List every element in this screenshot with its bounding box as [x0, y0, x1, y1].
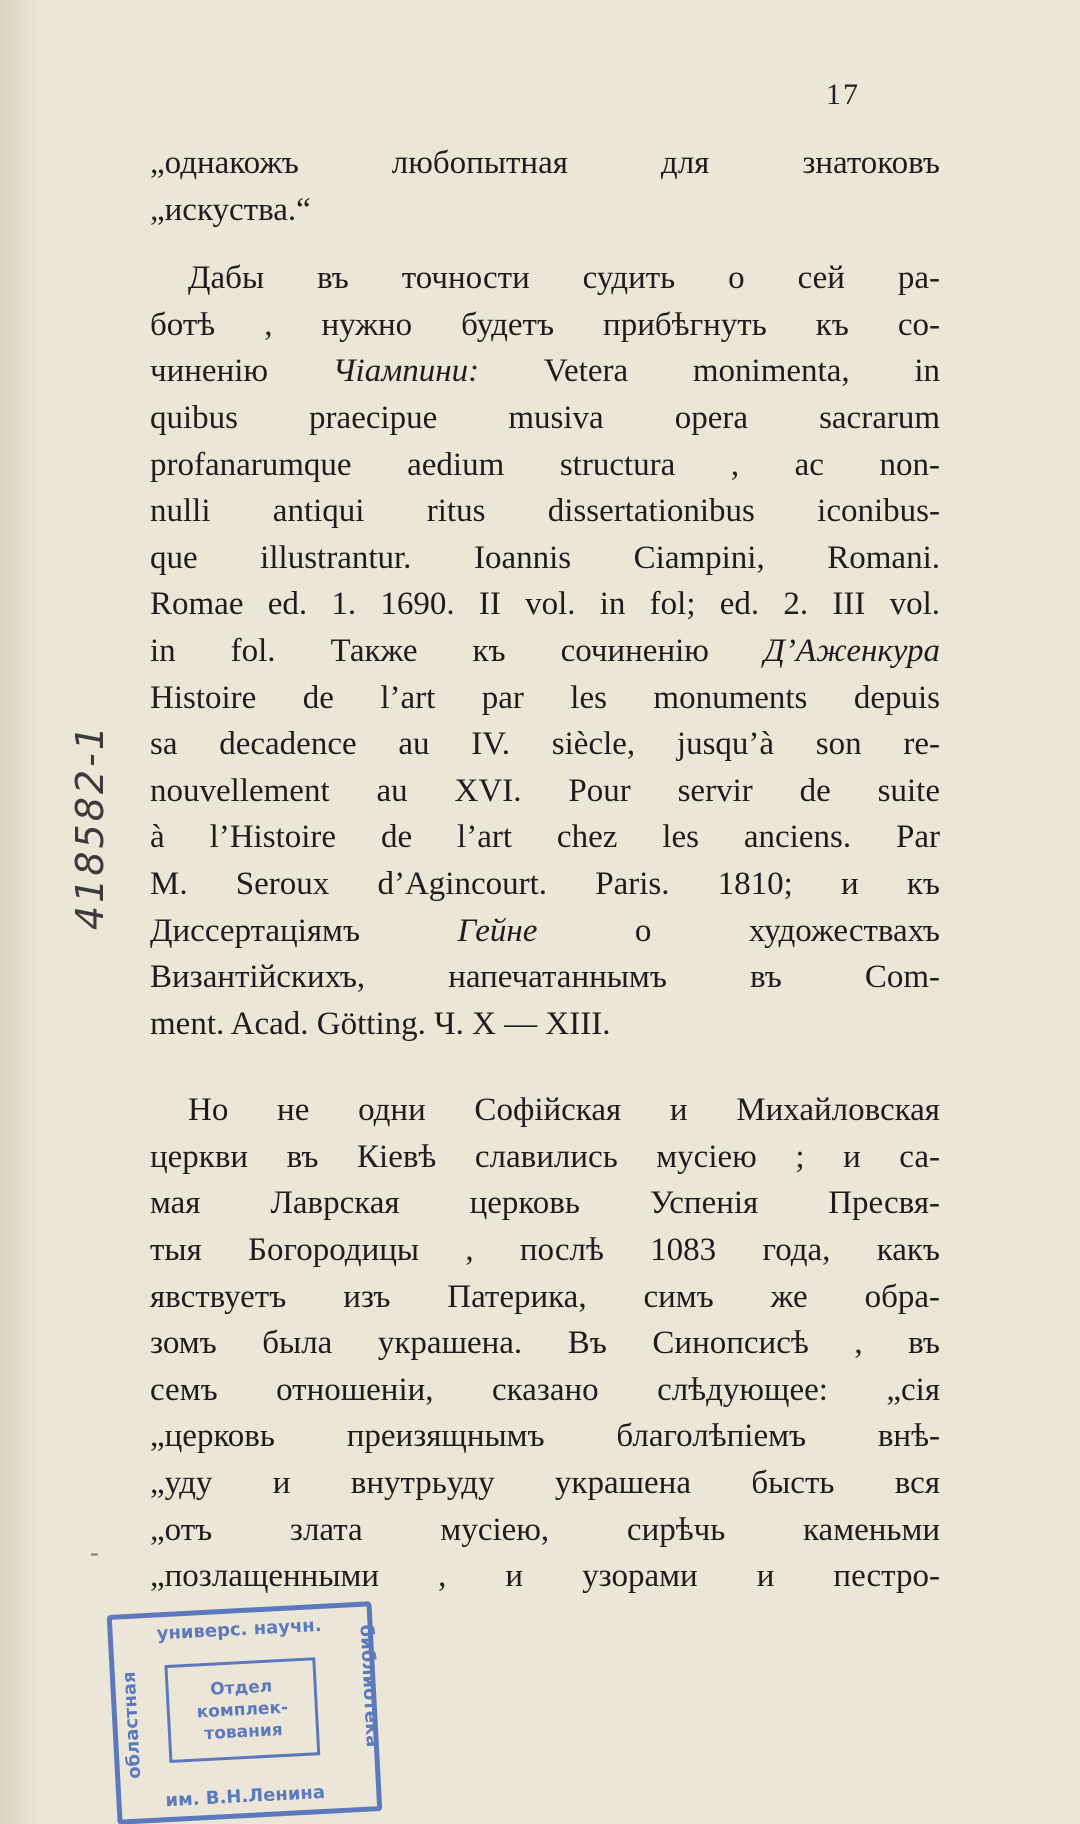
- text-line: ment. Acad. Götting. Ч. X — XIII.: [150, 1005, 611, 1042]
- text-fragment: о художествахъ: [537, 912, 940, 949]
- stamp-right-text: библиотека: [355, 1623, 384, 1748]
- text-line: [150, 348, 940, 395]
- paragraph-gap: [150, 1047, 940, 1087]
- text-line: мая Лаврская церковь Успенія Пресвя-: [150, 1185, 940, 1222]
- text-line: quibus praecipue musiva opera sacrarum: [150, 399, 940, 436]
- text-line: Но не одни Софійская и Михайловская: [188, 1092, 940, 1129]
- text-line: явствуетъ изъ Патерика, симъ же обра-: [150, 1278, 940, 1315]
- text-line: „уду и внутрьуду украшена бысть вся: [150, 1465, 940, 1502]
- text-fragment: чиненію: [150, 353, 333, 390]
- body-text: [150, 140, 940, 1600]
- text-line: que illustrantur. Ioannis Ciampini, Romani.: [150, 539, 940, 576]
- text-line: церкви въ Кіевѣ славились мусіею ; и са-: [150, 1138, 940, 1175]
- stamp-center-box: [164, 1657, 320, 1763]
- text-fragment: Диссертаціямъ: [150, 912, 458, 949]
- text-line: тыя Богородицы , послѣ 1083 года, какъ: [150, 1232, 940, 1269]
- text-line: „церковь преизящнымъ благолѣпіемъ внѣ-: [150, 1418, 940, 1455]
- text-line: à l’Histoire de l’art chez les anciens. Par: [150, 819, 940, 856]
- text-line: nouvellement au XVI. Pour servir de suite: [150, 772, 940, 809]
- stamp-bottom-text: им. В.Н.Ленина: [164, 1781, 326, 1812]
- text-line: M. Seroux d’Agincourt. Paris. 1810; и къ: [150, 865, 940, 902]
- handwritten-inventory-number: 418582-1: [68, 723, 112, 930]
- text-line: [150, 908, 940, 955]
- library-stamp: [107, 1601, 383, 1824]
- text-line: „однакожъ любопытная для знатоковъ: [150, 145, 940, 181]
- stamp-left-text: областная: [118, 1670, 146, 1780]
- author-name-ciampini: Чіампини:: [332, 353, 480, 390]
- text-fragment: Vetera monimenta, in: [479, 353, 940, 390]
- text-line: ботѣ , нужно будетъ прибѣгнуть къ со-: [150, 306, 940, 343]
- author-name-dagincourt: Д’Аженкура: [763, 632, 940, 669]
- text-line: profanarumque aedium structura , ac non-: [150, 446, 940, 483]
- author-name-heyne: Гейне: [457, 912, 538, 949]
- text-line: [150, 628, 940, 675]
- page-gutter-shadow: [0, 0, 40, 1824]
- text-line: sa decadence au IV. siècle, jusqu’à son re-: [150, 726, 940, 763]
- text-fragment: in fol. Также къ сочиненію: [150, 632, 764, 669]
- text-line: Romae ed. 1. 1690. II vol. in fol; ed. 2. III vol.: [150, 586, 940, 623]
- text-line: Дабы въ точности судить о сей ра-: [188, 260, 940, 297]
- stamp-center-line: комплек-: [196, 1697, 289, 1723]
- text-line: Византійскихъ, напечатаннымъ въ Com-: [150, 959, 940, 996]
- stamp-center-line: тования: [203, 1720, 284, 1745]
- page-number: 17: [826, 78, 860, 111]
- text-line: „позлащенными , и узорами и пестро-: [150, 1558, 940, 1595]
- stamp-center-line: Отдел: [209, 1676, 273, 1700]
- text-line: зомъ была украшена. Въ Синопсисѣ , въ: [150, 1325, 940, 1362]
- text-line: семъ отношеніи, сказано слѣдующее: „сія: [150, 1371, 940, 1408]
- text-line: „искуства.“: [150, 191, 311, 228]
- text-line: „отъ злата мусіею, сирѣчь каменьми: [150, 1511, 940, 1548]
- text-line: Histoire de l’art par les monuments depuis: [150, 679, 940, 716]
- stamp-top-text: универс. научн.: [156, 1614, 323, 1645]
- paragraph-gap: [150, 233, 940, 255]
- margin-dash-mark: -: [90, 1538, 99, 1567]
- text-line: nulli antiqui ritus dissertationibus iconibus-: [150, 493, 940, 530]
